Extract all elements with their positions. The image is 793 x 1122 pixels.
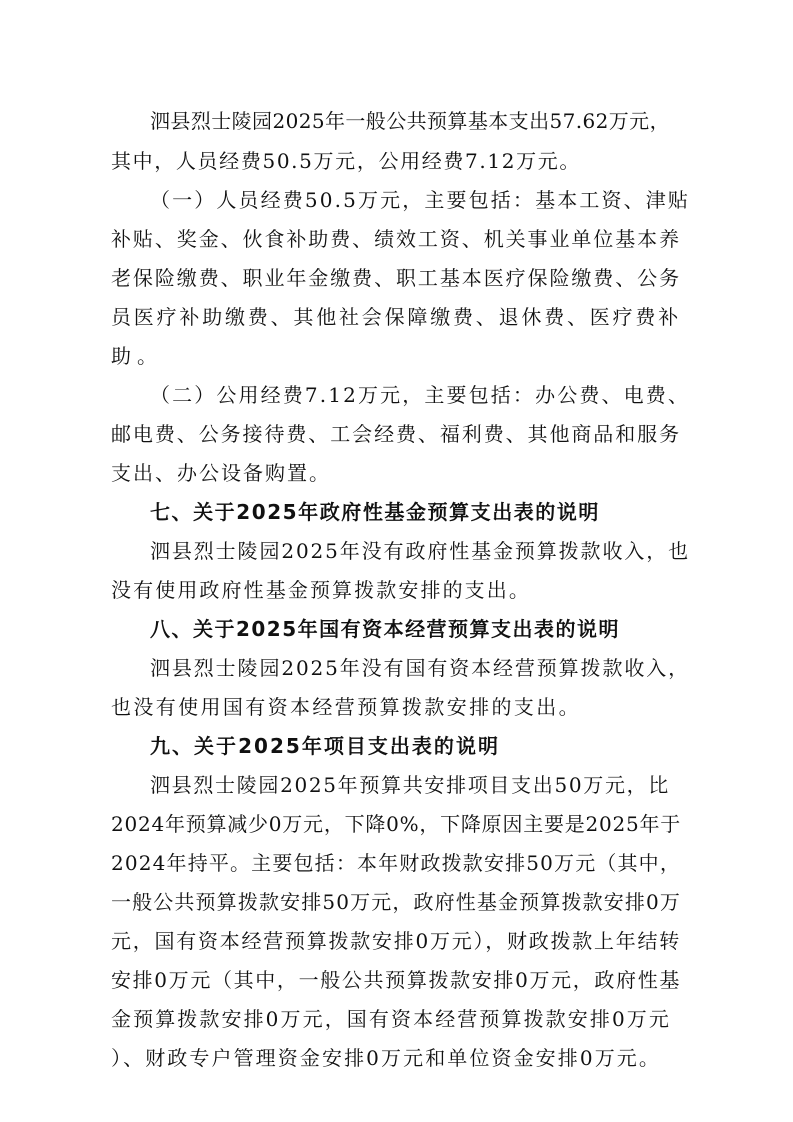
- paragraph-line: 助。: [111, 344, 163, 368]
- section-heading-7: 七、关于2025年政府性基金预算支出表的说明: [150, 500, 600, 524]
- paragraph-line: （一）人员经费50.5万元，主要包括：基本工资、津贴: [150, 188, 690, 212]
- paragraph-line: 安排0万元（其中，一般公共预算拨款安排0万元，政府性基: [111, 968, 681, 992]
- paragraph-line: 泗县烈士陵园2025年预算共安排项目支出50万元，比: [150, 773, 670, 797]
- paragraph-line: 也没有使用国有资本经营预算拨款安排的支出。: [111, 695, 581, 719]
- paragraph-line: 2024年预算减少0万元，下降0%，下降原因主要是2025年于: [111, 812, 681, 836]
- paragraph-line: 泗县烈士陵园2025年没有国有资本经营预算拨款收入，: [150, 656, 690, 680]
- paragraph-line: 邮电费、公务接待费、工会经费、福利费、其他商品和服务: [111, 422, 681, 446]
- paragraph-line: ）、财政专户管理资金安排0万元和单位资金安排0万元。: [111, 1046, 661, 1070]
- section-heading-9: 九、关于2025年项目支出表的说明: [150, 734, 500, 758]
- paragraph-line: 泗县烈士陵园2025年一般公共预算基本支出57.62万元，: [150, 109, 670, 133]
- paragraph-line: 其中，人员经费50.5万元，公用经费7.12万元。: [111, 149, 581, 173]
- section-heading-8: 八、关于2025年国有资本经营预算支出表的说明: [150, 617, 620, 641]
- paragraph-line: 金预算拨款安排0万元，国有资本经营预算拨款安排0万元: [111, 1007, 671, 1031]
- paragraph-line: （二）公用经费7.12万元，主要包括：办公费、电费、: [150, 383, 690, 407]
- paragraph-line: 一般公共预算拨款安排50万元，政府性基金预算拨款安排0万: [111, 890, 681, 914]
- paragraph-line: 补贴、奖金、伙食补助费、绩效工资、机关事业单位基本养: [111, 227, 681, 251]
- paragraph-line: 老保险缴费、职业年金缴费、职工基本医疗保险缴费、公务: [111, 266, 681, 290]
- paragraph-line: 元，国有资本经营预算拨款安排0万元），财政拨款上年结转: [111, 929, 681, 953]
- paragraph-line: 员医疗补助缴费、其他社会保障缴费、退休费、医疗费补: [111, 305, 681, 329]
- paragraph-line: 泗县烈士陵园2025年没有政府性基金预算拨款收入，也: [150, 539, 690, 563]
- paragraph-line: 支出、办公设备购置。: [111, 461, 331, 485]
- paragraph-line: 2024年持平。主要包括：本年财政拨款安排50万元（其中，: [111, 851, 681, 875]
- paragraph-line: 没有使用政府性基金预算拨款安排的支出。: [111, 578, 531, 602]
